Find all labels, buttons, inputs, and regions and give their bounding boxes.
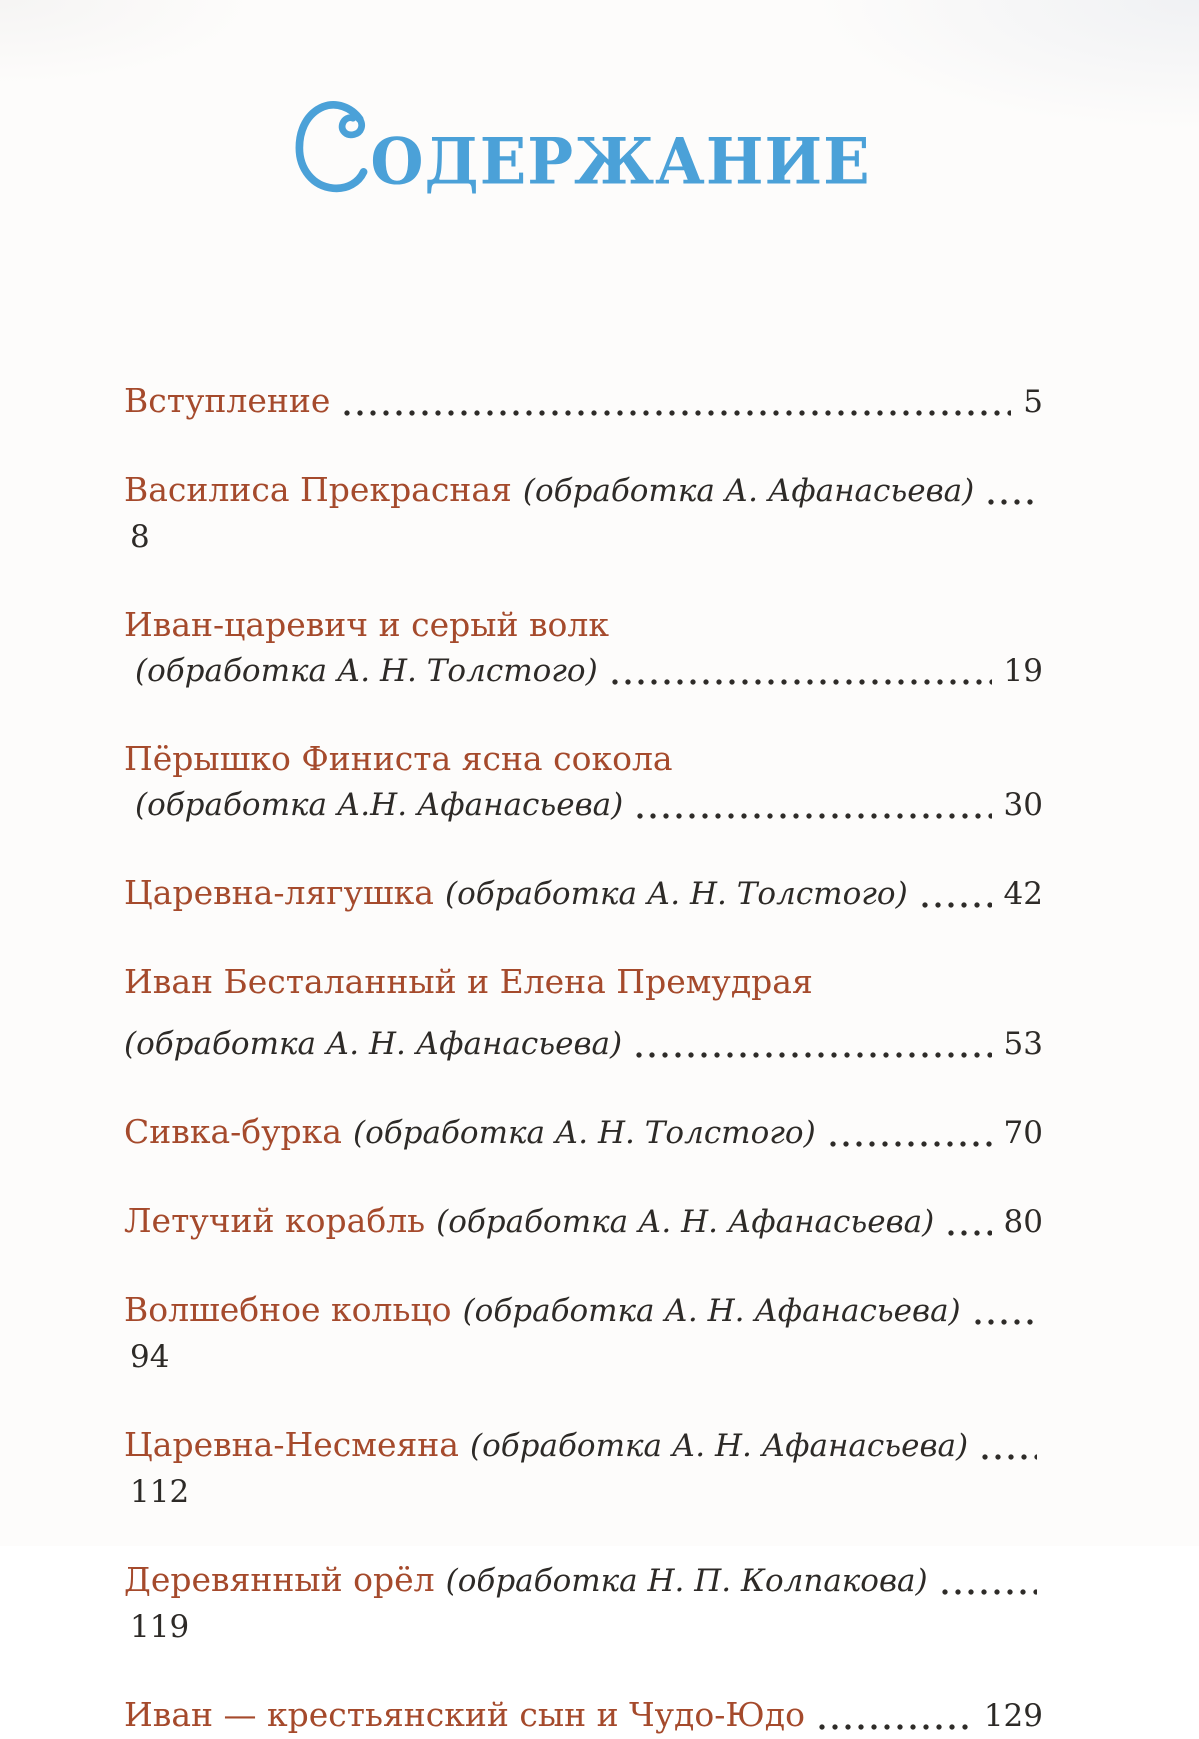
toc-entry-page-number: 129 — [983, 1698, 1043, 1734]
dot-leader — [988, 467, 1037, 514]
toc-entry-page-number: 42 — [1003, 876, 1043, 912]
toc-entry-note: (обработка А. Н. Толстого) — [135, 653, 598, 689]
toc-entry-note: (обработка А. Н. Толстого) — [444, 876, 908, 912]
toc-entry — [124, 1422, 1043, 1515]
toc-entry-note: (обработка А. Н. Афанасьева) — [469, 1428, 969, 1464]
toc-entry-page-number: 119 — [130, 1609, 190, 1645]
toc-entry-title: Сивка-бурка — [124, 1112, 342, 1151]
toc-entry-title: Иван — крестьянский сын и Чудо-Юдо — [124, 1695, 805, 1734]
toc-entry-page-number: 53 — [1003, 1026, 1043, 1062]
toc-entry-page-number: 8 — [130, 519, 150, 555]
page-title — [124, 100, 1043, 200]
toc-entry-note: (обработка А. Н. Афанасьева) — [462, 1293, 961, 1329]
toc-entry — [124, 870, 1043, 917]
toc-entry-note: (обработка А. Н. Толстого) — [352, 1115, 816, 1151]
toc-entry-title: Волшебное кольцо — [124, 1290, 452, 1329]
dot-leader — [612, 648, 992, 694]
dot-leader — [982, 1422, 1037, 1469]
toc-entry-note: (обработка Н. П. Колпакова) — [445, 1563, 928, 1599]
toc-entry-page-number: 30 — [1003, 787, 1043, 823]
dot-leader — [922, 870, 992, 917]
dot-leader — [975, 1287, 1037, 1334]
dot-leader — [636, 1021, 991, 1067]
toc-entry-page-number: 80 — [1003, 1204, 1043, 1240]
toc-entry-title: Вступление — [124, 381, 331, 420]
toc-entry — [124, 467, 1043, 560]
toc-entry-title: Иван-царевич и серый волк — [124, 605, 610, 644]
toc-entry — [124, 959, 1043, 1067]
toc-entry — [124, 1692, 1043, 1739]
toc-entry-note: (обработка А. Афанасьева) — [522, 473, 975, 509]
toc-entry — [124, 602, 1043, 694]
page-title-text: ОДЕРЖАНИЕ — [370, 125, 871, 199]
toc-entry — [124, 1109, 1043, 1156]
dot-leader — [344, 378, 1011, 425]
toc-entry-page-number: 5 — [1023, 384, 1043, 420]
decorative-letter-c-icon — [296, 100, 366, 192]
toc-entry-title: Василиса Прекрасная — [124, 470, 512, 509]
toc-entry-page-number: 94 — [130, 1339, 170, 1375]
toc-entry-note: (обработка А. Н. Афанасьева) — [124, 1026, 623, 1062]
toc-entry — [124, 1557, 1043, 1650]
dot-leader — [948, 1198, 991, 1245]
toc-entry-title: Иван Бесталанный и Елена Премудрая — [124, 962, 813, 1001]
toc-entry-note: (обработка А.Н. Афанасьева) — [135, 787, 624, 823]
toc-list — [124, 378, 1043, 1739]
dot-leader — [637, 782, 991, 828]
toc-entry-title: Царевна-лягушка — [124, 873, 434, 912]
toc-entry-title: Царевна-Несмеяна — [124, 1425, 459, 1464]
toc-entry — [124, 736, 1043, 828]
toc-entry — [124, 1198, 1043, 1245]
dot-leader — [942, 1557, 1037, 1604]
toc-entry-note: (обработка А. Н. Афанасьева) — [436, 1204, 935, 1240]
toc-entry — [124, 1287, 1043, 1380]
toc-entry-page-number: 112 — [130, 1474, 190, 1510]
toc-entry-page-number: 19 — [1003, 653, 1043, 689]
toc-entry-title: Пёрышко Финиста ясна сокола — [124, 739, 673, 778]
dot-leader — [819, 1692, 972, 1739]
toc-entry-page-number: 70 — [1003, 1115, 1043, 1151]
toc-entry — [124, 378, 1043, 425]
toc-entry-title: Деревянный орёл — [124, 1560, 435, 1599]
dot-leader — [830, 1109, 992, 1156]
toc-entry-title: Летучий корабль — [124, 1201, 426, 1240]
